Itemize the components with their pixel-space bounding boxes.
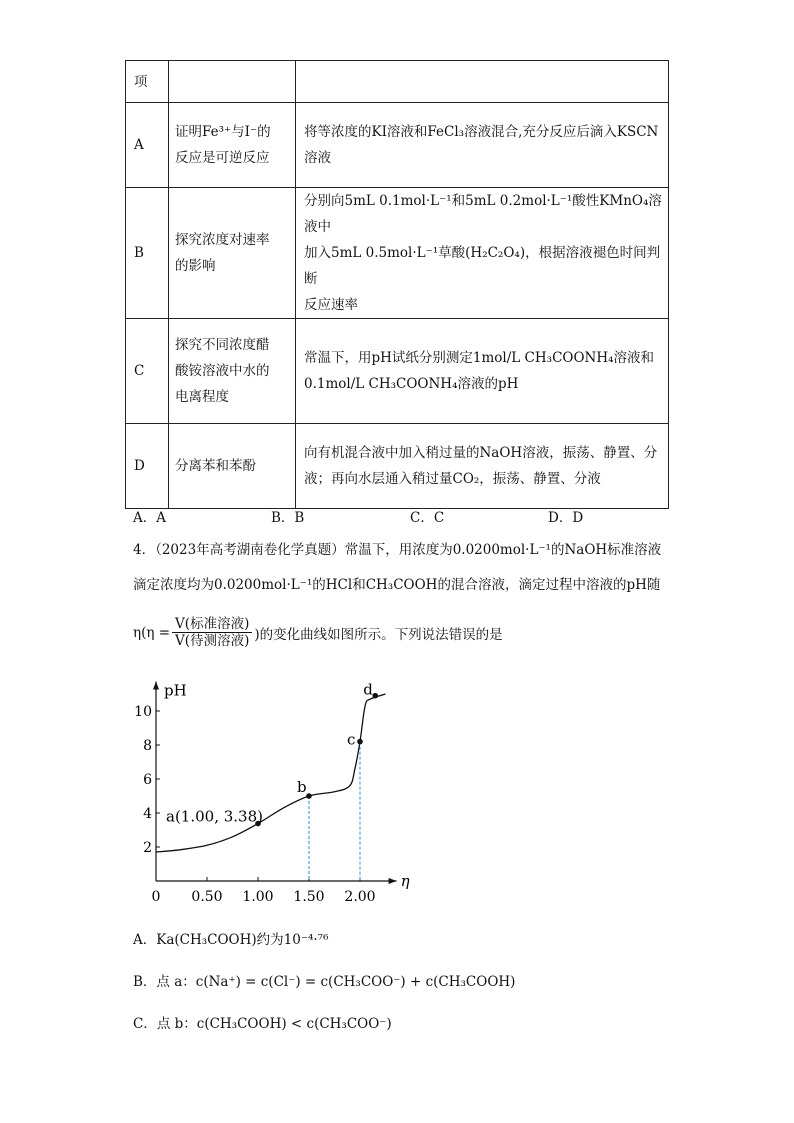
point-label: d	[363, 680, 373, 699]
header-cell-label: 项	[126, 61, 169, 103]
data-point	[306, 793, 312, 799]
x-axis-arrow	[389, 878, 397, 884]
operation-line: 分别向5mL 0.1mol·L⁻¹和5mL 0.2mol·L⁻¹酸性KMnO₄溶液中	[304, 193, 662, 235]
option-a[interactable]: A．A	[133, 510, 166, 526]
fraction-denominator: V(待测溶液)	[175, 633, 250, 649]
choice-c[interactable]: C．点 b：c(CH₃COOH) < c(CH₃COO⁻)	[133, 1016, 392, 1032]
row-purpose	[169, 424, 296, 509]
data-point	[373, 693, 379, 699]
purpose-line: 电离程度	[175, 389, 229, 405]
choice-b[interactable]: B．点 a：c(Na⁺) = c(Cl⁻) = c(CH₃COO⁻) + c(CH₃COOH)	[133, 974, 516, 990]
header-cell-operation	[296, 61, 669, 103]
y-tick-label: 2	[143, 840, 152, 856]
row-purpose	[169, 319, 296, 424]
y-tick-label: 8	[143, 738, 152, 754]
row-label: B	[126, 188, 169, 319]
table-row-d	[126, 424, 669, 509]
option-d[interactable]: D．D	[548, 510, 584, 526]
q4-formula	[133, 616, 503, 649]
operation-line: 向有机混合液中加入稍过量的NaOH溶液，振荡、静置、分	[304, 445, 658, 461]
row-label: D	[126, 424, 169, 509]
x-tick-label: 2.00	[344, 889, 376, 905]
x-tick-label: 1.50	[293, 889, 325, 905]
row-purpose	[169, 103, 296, 188]
fraction-numerator: V(标准溶液)	[172, 616, 252, 633]
operation-line: 液；再向水层通入稍过量CO₂，振荡、静置、分液	[304, 471, 601, 487]
operation-line: 将等浓度的KI溶液和FeCl₃溶液混合,充分反应后滴入KSCN	[304, 124, 659, 140]
purpose-line: 的影响	[175, 258, 216, 274]
operation-line: 反应速率	[304, 297, 358, 313]
choice-a[interactable]: A．Ka(CH₃COOH)约为10⁻⁴·⁷⁶	[133, 932, 329, 948]
purpose-line: 证明Fe³⁺与I⁻的	[175, 124, 271, 140]
purpose-line: 酸铵溶液中水的	[175, 363, 270, 379]
row-operation	[296, 188, 669, 319]
formula-prefix: η(η =	[133, 624, 171, 641]
table-header-row	[126, 61, 669, 103]
formula-fraction	[172, 616, 252, 649]
operation-line: 加入5mL 0.5mol·L⁻¹草酸(H₂C₂O₄)，根据溶液褪色时间判断	[304, 245, 661, 287]
point-label: c	[347, 730, 356, 749]
point-label: b	[297, 778, 307, 796]
row-operation	[296, 103, 669, 188]
x-tick-label: 1.00	[242, 889, 274, 905]
data-point	[357, 739, 363, 745]
y-axis-arrow	[153, 682, 159, 690]
y-tick-label: 6	[143, 772, 152, 788]
x-tick-label: 0	[151, 889, 161, 905]
purpose-line: 反应是可逆反应	[175, 150, 270, 166]
row-label: A	[126, 103, 169, 188]
q4-stem-line1: 4．（2023年高考湖南卷化学真题）常温下，用浓度为0.0200mol·L⁻¹的NaOH标准溶液	[133, 542, 662, 558]
row-purpose	[169, 188, 296, 319]
row-operation	[296, 424, 669, 509]
row-label: C	[126, 319, 169, 424]
formula-suffix: )的变化曲线如图所示。下列说法错误的是	[254, 626, 503, 643]
experiment-table	[125, 60, 669, 509]
table-row-c	[126, 319, 669, 424]
y-axis-label: pH	[164, 681, 187, 700]
ph-curve	[156, 694, 386, 852]
operation-line: 常温下，用pH试纸分别测定1mol/L CH₃COONH₄溶液和	[304, 350, 655, 366]
table-row-a	[126, 103, 669, 188]
purpose-line: 分离苯和苯酚	[175, 458, 256, 474]
point-label: a(1.00, 3.38)	[166, 807, 263, 826]
table-row-b	[126, 188, 669, 319]
titration-chart	[134, 672, 410, 912]
y-tick-label: 10	[134, 704, 152, 720]
x-axis-label: η	[400, 872, 410, 890]
option-c[interactable]: C．C	[410, 510, 445, 526]
operation-line: 溶液	[304, 150, 331, 166]
purpose-line: 探究不同浓度醋	[175, 337, 270, 353]
option-b[interactable]: B．B	[271, 510, 305, 526]
purpose-line: 探究浓度对速率	[175, 232, 270, 248]
x-tick-label: 0.50	[191, 889, 223, 905]
y-tick-label: 4	[143, 806, 152, 822]
q4-stem-line2: 滴定浓度均为0.0200mol·L⁻¹的HCl和CH₃COOH的混合溶液，滴定过程中溶液的pH随	[133, 577, 661, 593]
row-operation	[296, 319, 669, 424]
header-cell-purpose	[169, 61, 296, 103]
operation-line: 0.1mol/L CH₃COONH₄溶液的pH	[304, 376, 519, 392]
